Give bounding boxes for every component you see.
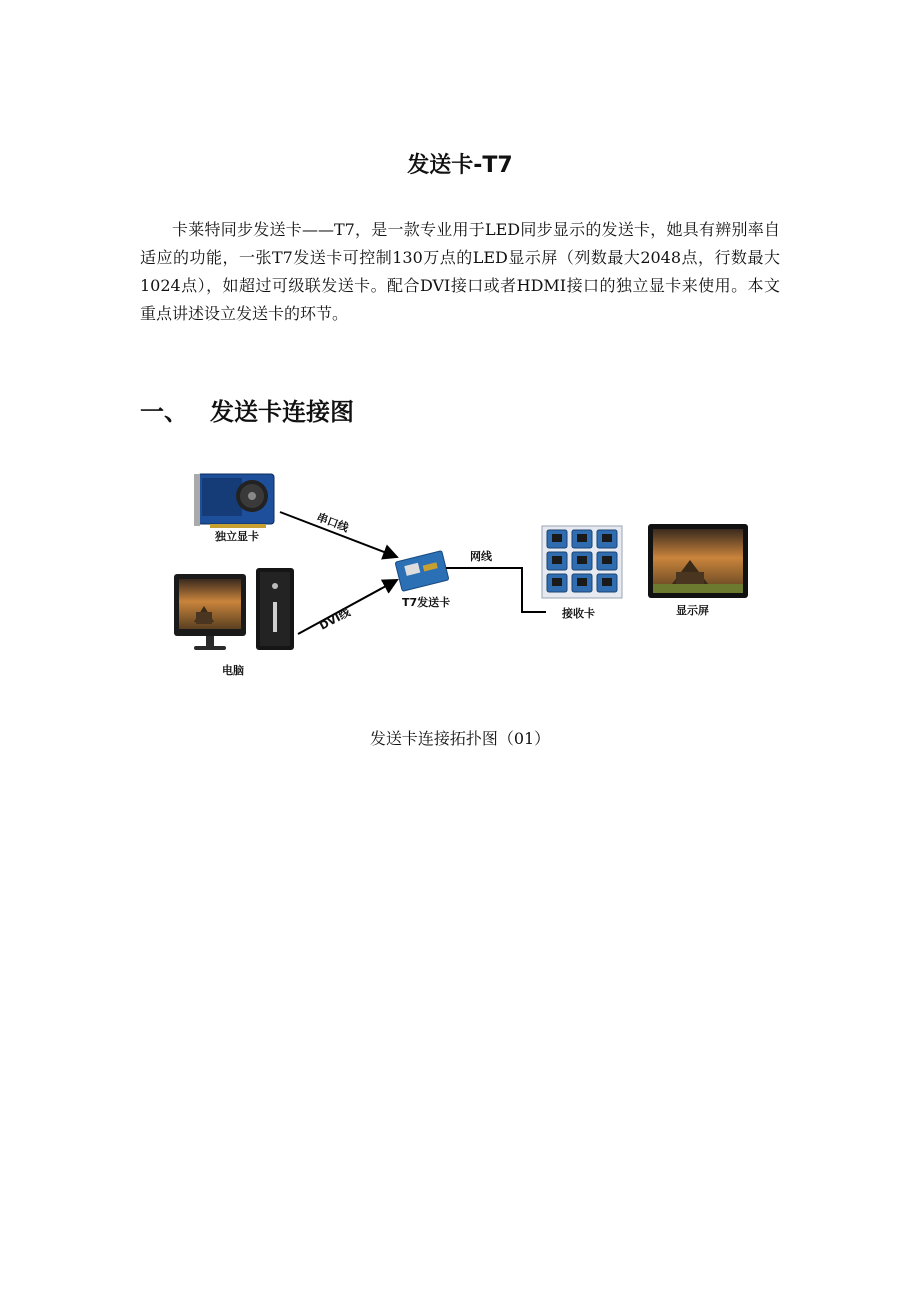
gpu-label: 独立显卡 [215, 530, 259, 543]
sender-label: T7发送卡 [402, 596, 451, 609]
computer-image [174, 568, 294, 650]
pc-label: 电脑 [222, 664, 244, 677]
connection-diagram [160, 462, 760, 687]
receiver-card-chip [577, 556, 587, 564]
network-cable-line [446, 568, 546, 612]
receiver-card-chip [552, 534, 562, 542]
receiver-card-chip [577, 534, 587, 542]
intro-paragraph: 卡莱特同步发送卡——T7，是一款专业用于LED同步显示的发送卡，她具有辨别率自适应的功能，一张T7发送卡可控制130万点的LED显示屏（列数最大2048点，行数最大1024点），如超过可级联发送卡。配合DVI接口或者HDMI接口的独立显卡来使用。本文重点讲述设立发送卡的环节。 [140, 220, 780, 323]
receiver-card-chip [602, 556, 612, 564]
serial-cable-label: 串口线 [314, 510, 351, 535]
network-cable-label: 网线 [470, 550, 492, 563]
display-screen-image [648, 524, 748, 598]
receiver-card-chip [552, 556, 562, 564]
dvi-cable-line [298, 580, 397, 634]
document-title: 发送卡-T7 [407, 153, 513, 178]
dvi-cable-label: DVI线 [317, 605, 353, 633]
receiver-card-chip [602, 534, 612, 542]
sender-card-image [395, 551, 449, 592]
screen-label: 显示屏 [676, 604, 709, 617]
figure-caption: 发送卡连接拓扑图（01） [369, 729, 551, 748]
receiver-label: 接收卡 [562, 607, 595, 620]
section-number: 一、 [140, 398, 188, 426]
graphics-card-image [194, 474, 274, 528]
receiver-cards-image [542, 526, 622, 598]
section-title: 发送卡连接图 [210, 398, 354, 426]
receiver-card-chip [602, 578, 612, 586]
receiver-card-chip [552, 578, 562, 586]
receiver-card-chip [577, 578, 587, 586]
section-heading [140, 392, 354, 427]
